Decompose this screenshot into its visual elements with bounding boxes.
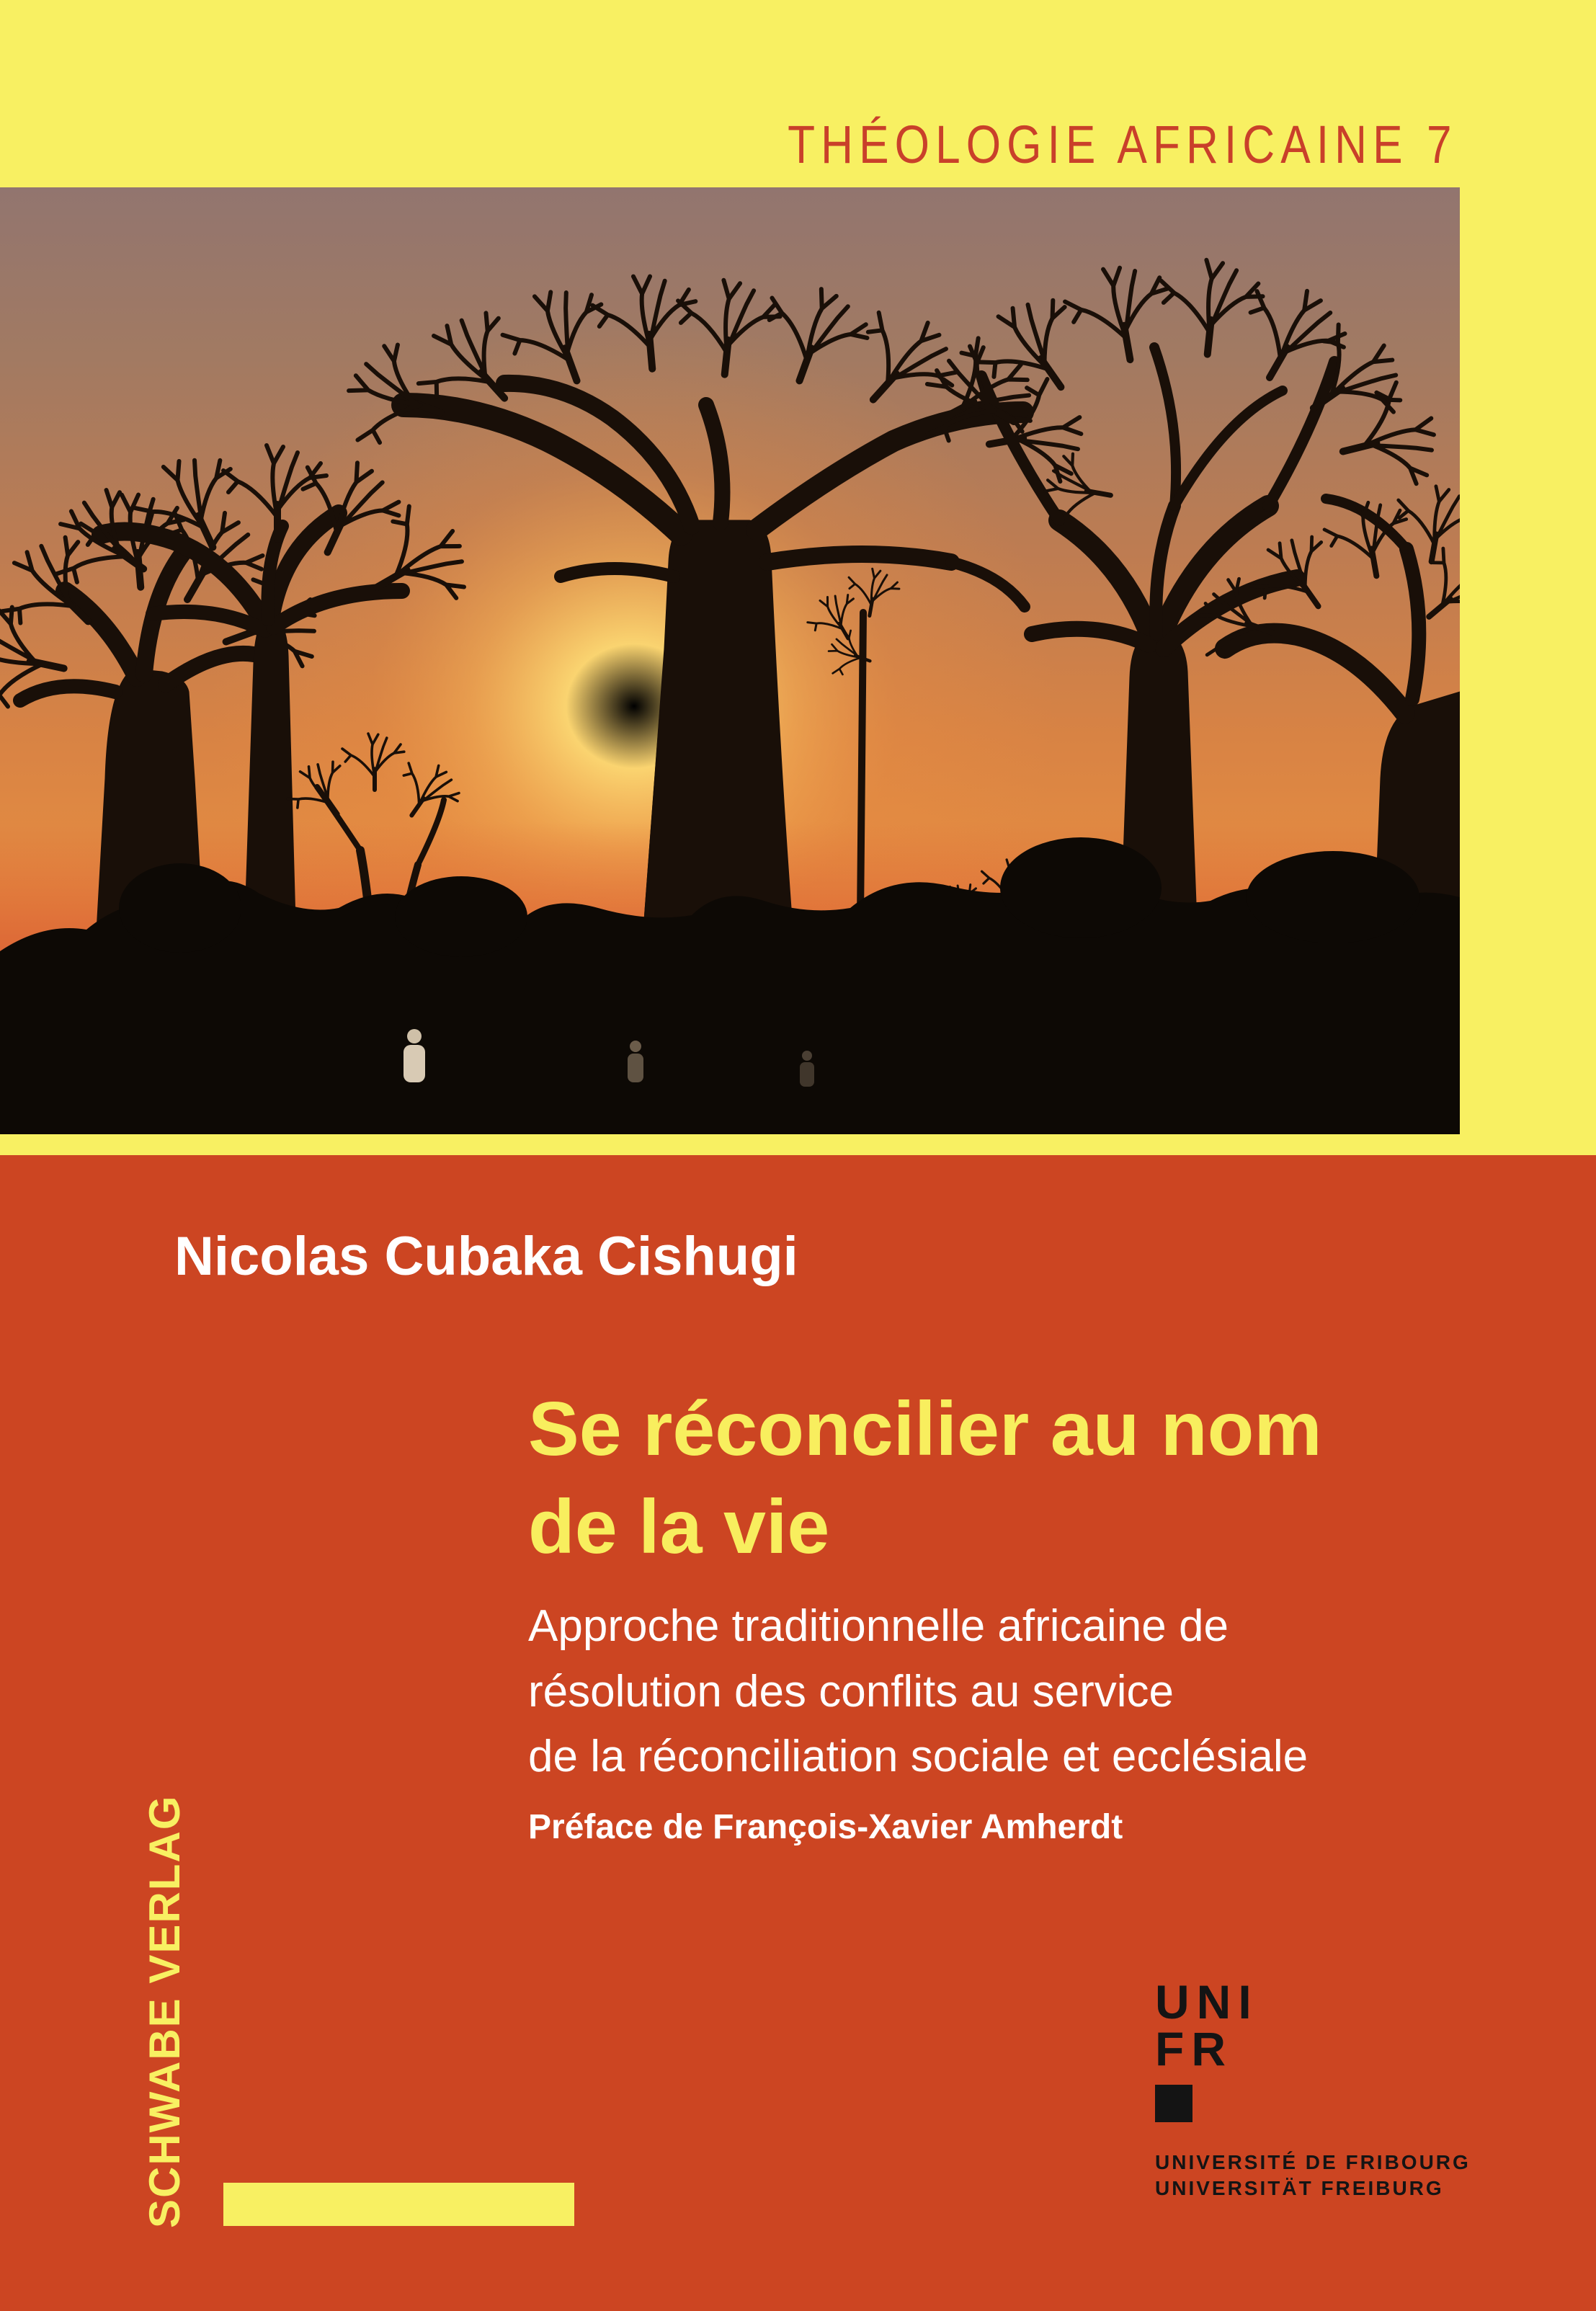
book-subtitle (528, 1594, 1308, 1790)
university-logo (1155, 1975, 1471, 2201)
book-title (528, 1381, 1322, 1576)
university-name-de: UNIVERSITÄT FREIBURG (1155, 2177, 1444, 2200)
university-name-fr: UNIVERSITÉ DE FRIBOURG (1155, 2151, 1471, 2174)
unifr-logo-square-icon (1155, 2085, 1192, 2122)
unifr-logo-line-1: UNI (1155, 1975, 1259, 2029)
baobab-sunset-illustration (0, 187, 1460, 1134)
subtitle-line-2: résolution des conflits au service (528, 1666, 1174, 1716)
subtitle-line-1: Approche traditionnelle africaine de (528, 1601, 1229, 1651)
unifr-logo-line-2: FR (1155, 2021, 1233, 2075)
preface-credit: Préface de François-Xavier Amherdt (528, 1808, 1123, 1846)
cover-photo (0, 187, 1460, 1134)
title-line-2: de la vie (528, 1484, 830, 1569)
publisher-name: SCHWABE VERLAG (141, 1794, 189, 2228)
author-name: Nicolas Cubaka Cishugi (174, 1226, 798, 1287)
publisher-bar (223, 2183, 574, 2226)
title-line-1: Se réconcilier au nom (528, 1386, 1322, 1471)
series-title: THÉOLOGIE AFRICAINE 7 (788, 115, 1458, 174)
subtitle-line-3: de la réconciliation sociale et ecclésiale (528, 1732, 1309, 1782)
